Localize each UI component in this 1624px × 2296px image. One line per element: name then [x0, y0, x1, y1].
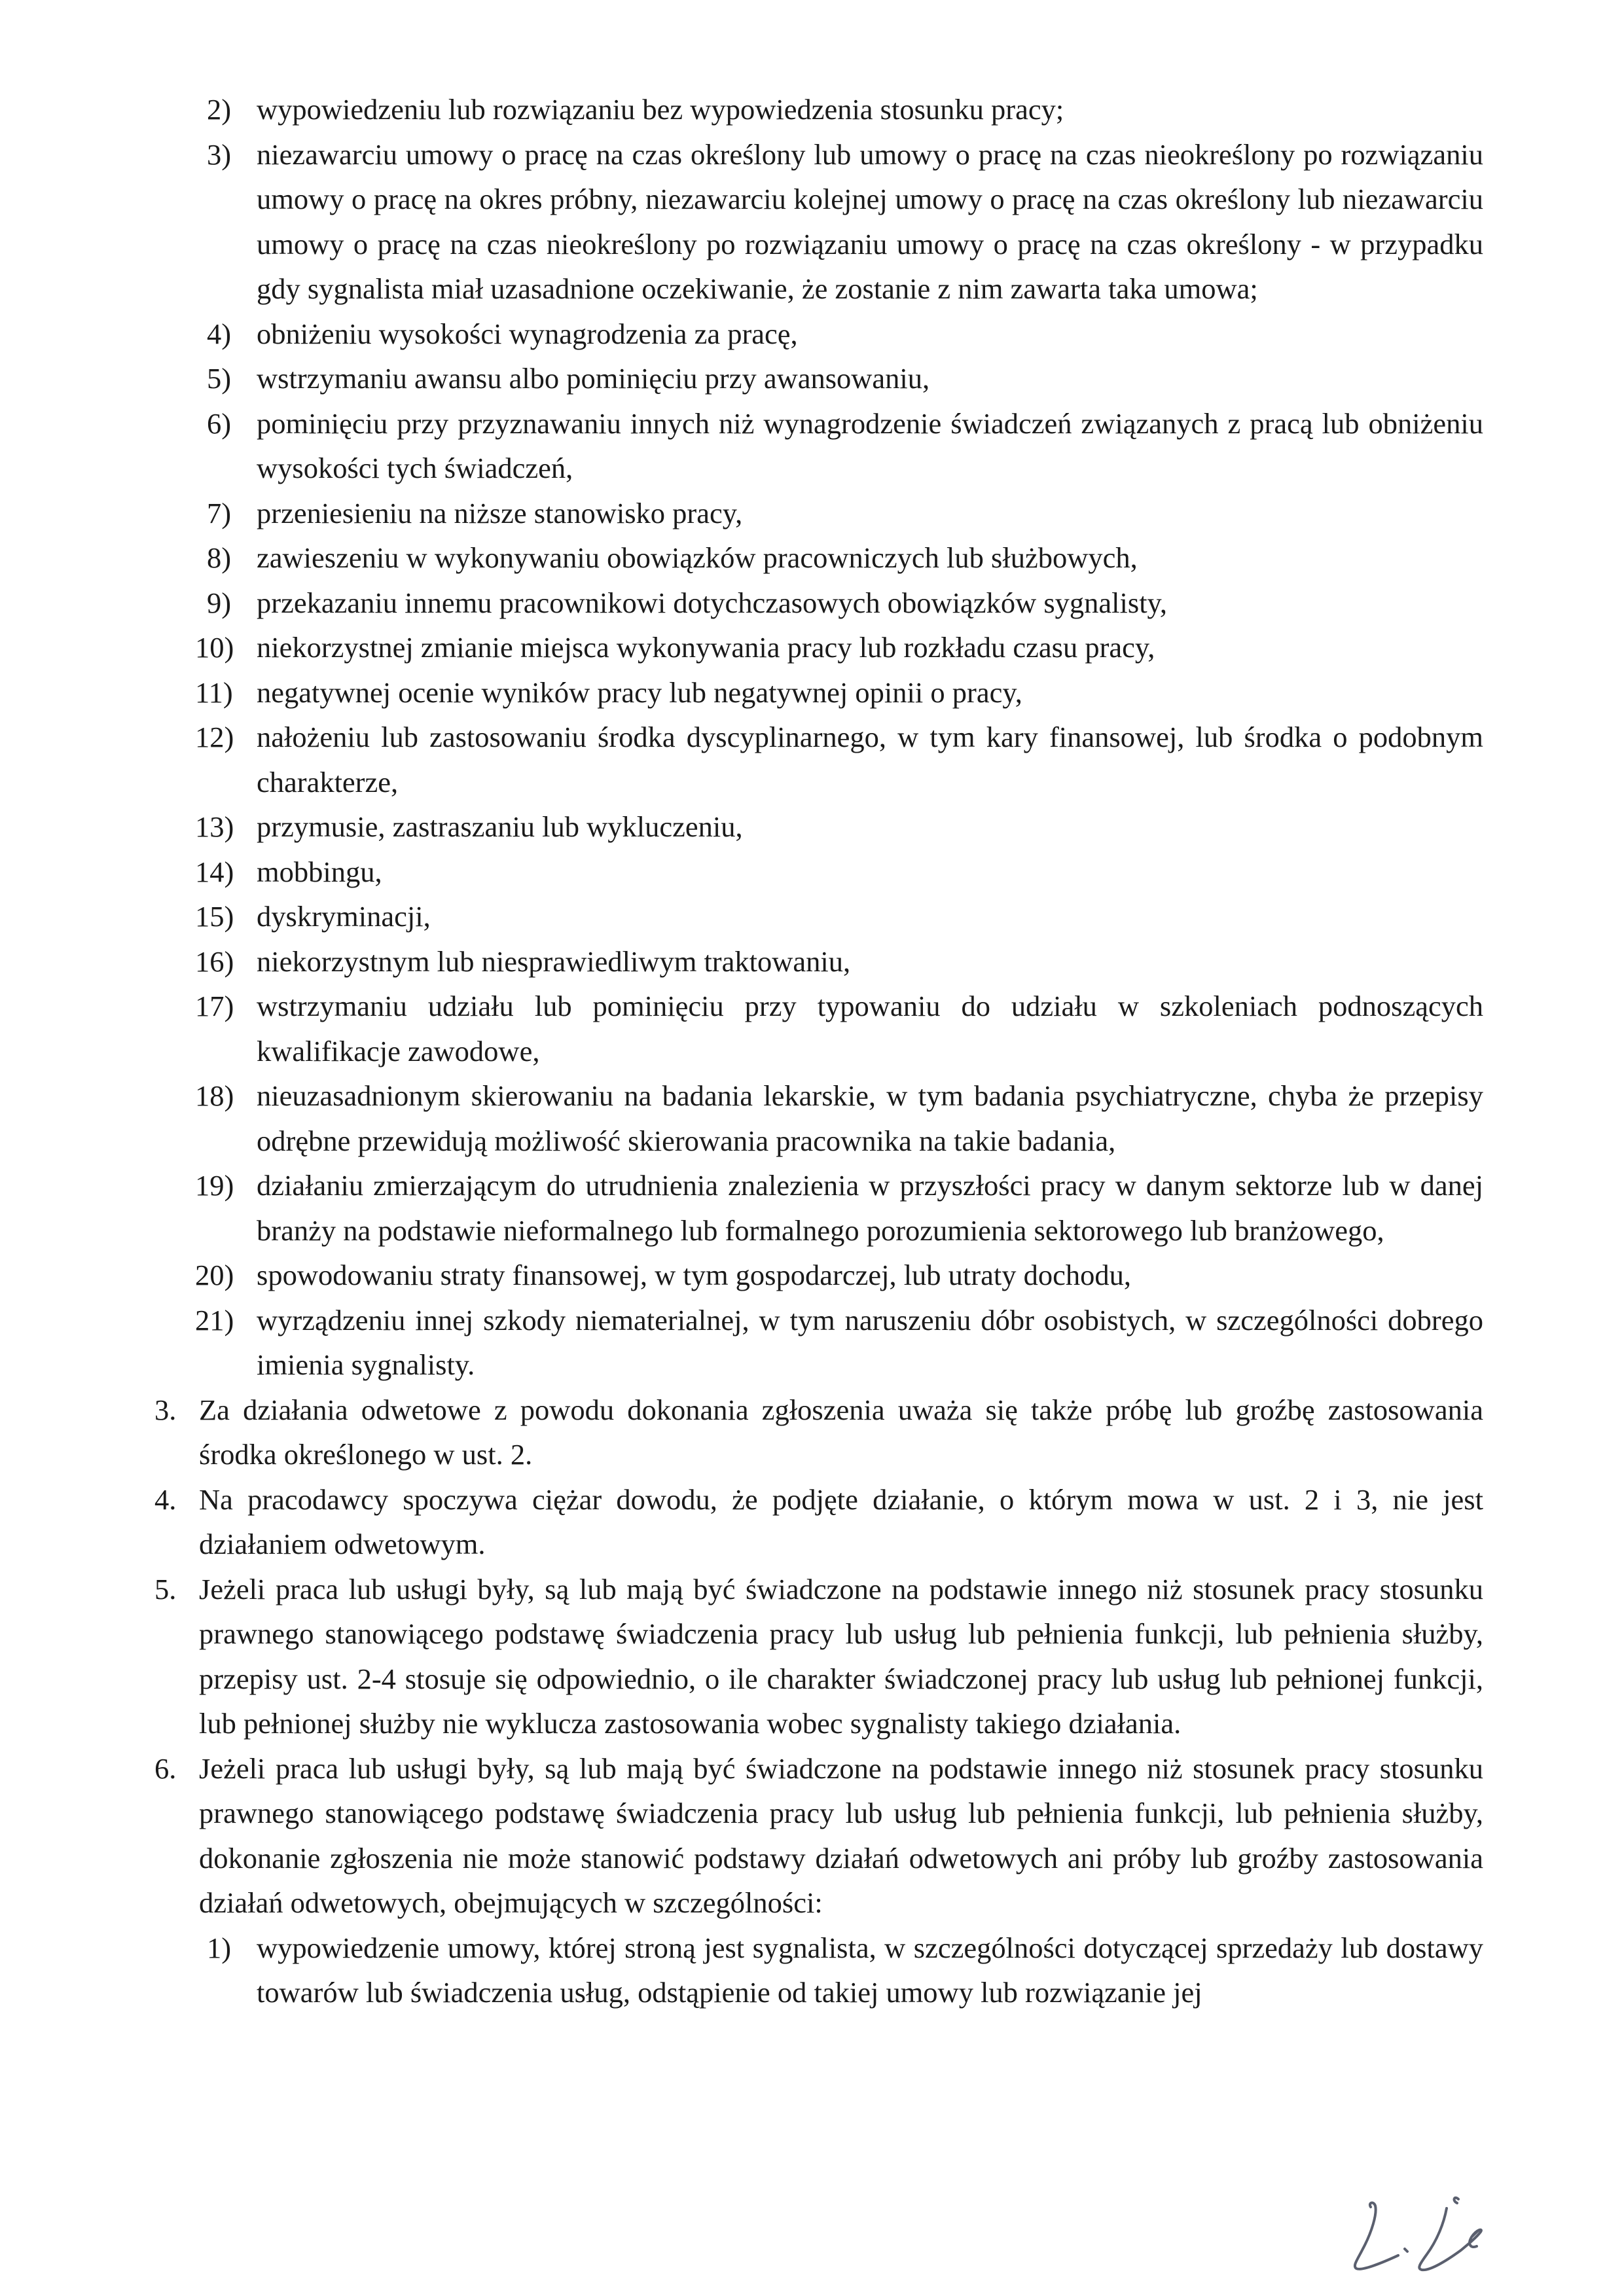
list-item-text: działaniu zmierzającym do utrudnienia znalezienia w przyszłości pracy w danym sektorze lub w danej branży na podstawie nieformalnego lub formalnego porozumienia sektorowego lub branżowego, [257, 1169, 1483, 1247]
list-item-number: 14) [195, 855, 234, 888]
list-item-text: nieuzasadnionym skierowaniu na badania lekarskie, w tym badania psychiatryczne, chyba że przepisy odrębne przewidują możliwość skierowania pracownika na takie badania, [257, 1079, 1483, 1157]
section-3 [154, 1388, 1483, 1477]
list-item-number: 5) [207, 362, 232, 395]
section-number: 3. [154, 1393, 177, 1426]
list-item-16 [154, 939, 1483, 984]
list-item-number: 15) [195, 900, 234, 933]
section-text: Za działania odwetowe z powodu dokonania zgłoszenia uważa się także próbę lub groźbę zastosowania środka określonego w ust. 2. [199, 1393, 1483, 1471]
list-item-number: 19) [195, 1169, 234, 1202]
list-item-text: negatywnej ocenie wyników pracy lub negatywnej opinii o pracy, [257, 675, 1022, 709]
list-item-number: 4) [207, 317, 232, 350]
list-item-number: 7) [207, 496, 232, 529]
list-item-17 [154, 984, 1483, 1073]
section-number: 5. [154, 1572, 177, 1605]
list-item-text: przekazaniu innemu pracownikowi dotychczasowych obowiązków sygnalisty, [257, 586, 1168, 619]
list-item-18 [154, 1073, 1483, 1163]
list-item-12 [154, 715, 1483, 804]
list-item-13 [154, 804, 1483, 850]
list-item-text: dyskryminacji, [257, 900, 431, 933]
list-item-9 [154, 581, 1483, 626]
list-item-number: 9) [207, 586, 232, 619]
list-item-8 [154, 535, 1483, 581]
list-item-number: 8) [207, 541, 232, 574]
list-item-number: 11) [195, 675, 233, 709]
list-item-text: niezawarciu umowy o pracę na czas określony lub umowy o pracę na czas nieokreślony po rozwiązaniu umowy o pracę na okres próbny, niezawarciu kolejnej umowy o pracę na czas określony lub niezawarciu umowy o pracę na czas nieokreślony po rozwiązaniu umowy o pracę na czas określony - w przypadku gdy sygnalista miał uzasadnione oczekiwanie, że zostanie z nim zawarta taka umowa; [257, 137, 1483, 305]
list-item-text: wypowiedzenie umowy, której stroną jest sygnalista, w szczególności dotyczącej sprzedaży lub dostawy towarów lub świadczenia usług, odstąpienie od takiej umowy lub rozwiązanie jej [257, 1931, 1483, 2009]
list-item-number: 17) [195, 990, 234, 1022]
list-item-number: 21) [195, 1303, 234, 1336]
list-item-4 [154, 312, 1483, 357]
list-item-text: pominięciu przy przyznawaniu innych niż wynagrodzenie świadczeń związanych z pracą lub obniżeniu wysokości tych świadczeń, [257, 406, 1483, 484]
list-item-number: 18) [195, 1079, 234, 1112]
list-item-number: 20) [195, 1259, 234, 1291]
section-text: Na pracodawcy spoczywa ciężar dowodu, że podjęte działanie, o którym mowa w ust. 2 i 3, nie jest działaniem odwetowym. [199, 1482, 1483, 1560]
list-item-20 [154, 1253, 1483, 1298]
list-item-1 [154, 1926, 1483, 2015]
list-item-2 [154, 87, 1483, 132]
list-item-number: 10) [195, 631, 234, 664]
list-item-number: 16) [195, 944, 234, 978]
list-item-text: niekorzystnej zmianie miejsca wykonywania pracy lub rozkładu czasu pracy, [257, 631, 1155, 664]
section-number: 4. [154, 1482, 177, 1516]
list-item-14 [154, 850, 1483, 895]
list-item-text: zawieszeniu w wykonywaniu obowiązków pracowniczych lub służbowych, [257, 541, 1138, 574]
section-number: 6. [154, 1751, 177, 1785]
list-item-6 [154, 401, 1483, 491]
list-item-number: 13) [195, 810, 234, 843]
list-item-text: obniżeniu wysokości wynagrodzenia za pracę, [257, 317, 798, 350]
list-item-3 [154, 132, 1483, 312]
list-item-text: przeniesieniu na niższe stanowisko pracy, [257, 496, 743, 529]
list-item-15 [154, 894, 1483, 939]
section-text: Jeżeli praca lub usługi były, są lub mają być świadczone na podstawie innego niż stosunek pracy stosunku prawnego stanowiącego podstawę świadczenia pracy lub usług lub pełnienia funkcji, lub pełnienia służby, dokonanie zgłoszenia nie może stanowić podstawy działań odwetowych ani próby lub groźby zastosowania działań odwetowych, obejmujących w szczególności: [199, 1751, 1483, 1919]
list-item-text: nałożeniu lub zastosowaniu środka dyscyplinarnego, w tym kary finansowej, lub środka o podobnym charakterze, [257, 721, 1483, 798]
list-item-text: niekorzystnym lub niesprawiedliwym traktowaniu, [257, 944, 851, 978]
list-item-text: wyrządzeniu innej szkody niematerialnej, w tym naruszeniu dóbr osobistych, w szczególności dobrego imienia sygnalisty. [257, 1303, 1483, 1381]
section-5 [154, 1567, 1483, 1746]
list-item-7 [154, 491, 1483, 536]
list-item-10 [154, 625, 1483, 670]
document-body [154, 87, 1483, 2015]
signature-strokes [1355, 2198, 1481, 2270]
list-item-21 [154, 1298, 1483, 1388]
list-item-text: spowodowaniu straty finansowej, w tym gospodarczej, lub utraty dochodu, [257, 1259, 1131, 1291]
list-item-text: przymusie, zastraszaniu lub wykluczeniu, [257, 810, 743, 843]
section-4 [154, 1477, 1483, 1567]
list-item-number: 2) [207, 93, 232, 126]
section-text: Jeżeli praca lub usługi były, są lub mają być świadczone na podstawie innego niż stosunek pracy stosunku prawnego stanowiącego podstawę świadczenia pracy lub usług lub pełnienia funkcji, lub pełnienia służby, przepisy ust. 2-4 stosuje się odpowiednio, o ile charakter świadczonej pracy lub usług lub pełnionej funkcji, lub pełnionej służby nie wyklucza zastosowania wobec sygnalisty takiego działania. [199, 1572, 1483, 1740]
list-item-11 [154, 670, 1483, 715]
list-item-19 [154, 1163, 1483, 1253]
handwritten-initials [1348, 2186, 1492, 2284]
list-item-text: mobbingu, [257, 855, 382, 888]
list-item-text: wstrzymaniu awansu albo pominięciu przy awansowaniu, [257, 362, 930, 395]
list-item-text: wstrzymaniu udziału lub pominięciu przy typowaniu do udziału w szkoleniach podnoszących kwalifikacje zawodowe, [257, 990, 1483, 1067]
list-item-number: 3) [207, 137, 232, 171]
section-6 [154, 1746, 1483, 1926]
list-item-text: wypowiedzeniu lub rozwiązaniu bez wypowiedzenia stosunku pracy; [257, 93, 1064, 126]
list-item-number: 1) [207, 1931, 232, 1964]
list-item-5 [154, 356, 1483, 401]
list-item-number: 12) [195, 721, 234, 753]
list-item-number: 6) [207, 406, 232, 440]
